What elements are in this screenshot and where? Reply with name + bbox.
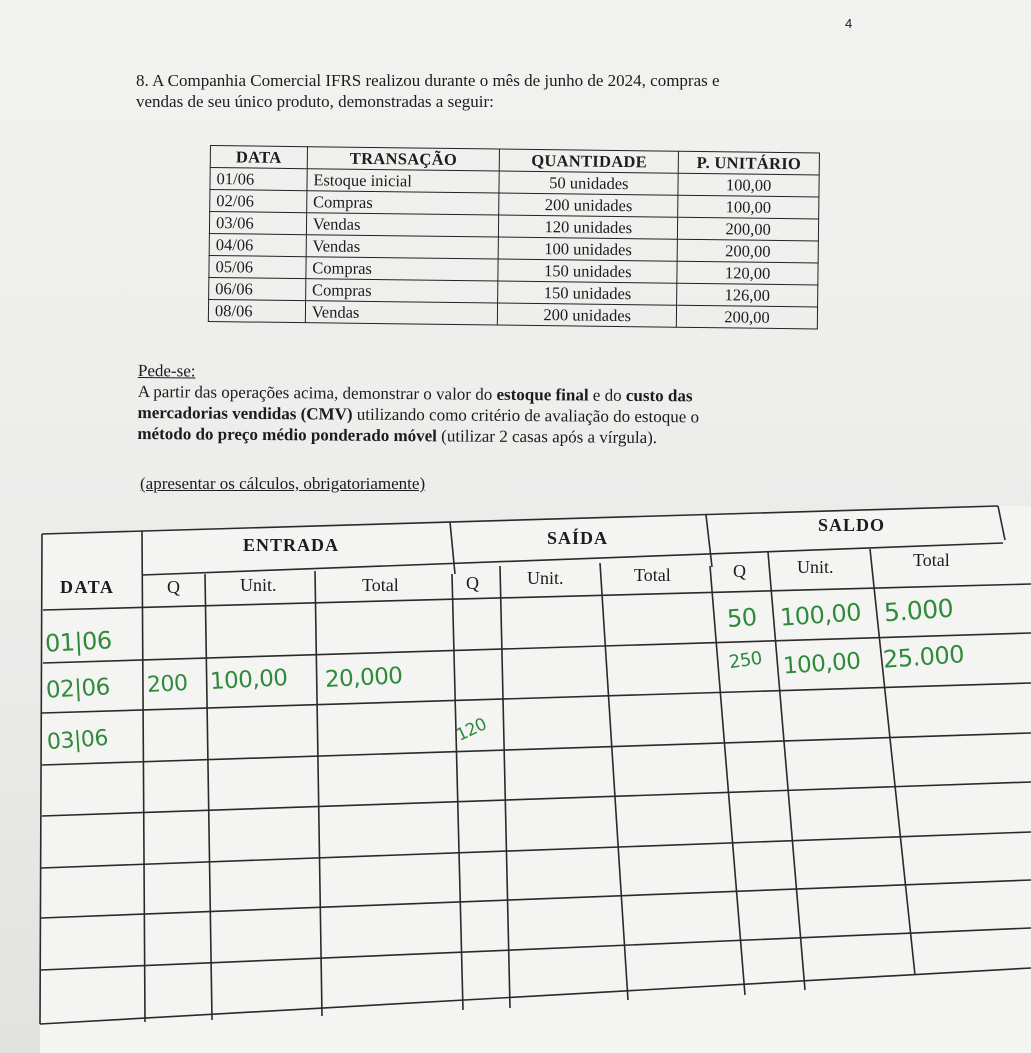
row2-entrada-total: 20,000 (324, 662, 404, 694)
cell-quantity: 150 unidades (498, 281, 677, 305)
page-number: 4 (845, 16, 853, 31)
cell-quantity: 120 unidades (499, 215, 678, 239)
cell-transaction: Compras (305, 279, 498, 303)
data-column-header: DATA (60, 577, 115, 597)
row3-saida-q: 120 (453, 714, 490, 746)
cell-date: 05/06 (209, 255, 306, 278)
saldo-header: SALDO (818, 515, 886, 535)
cell-unit-price: 200,00 (677, 239, 818, 263)
cell-transaction: Compras (306, 191, 499, 215)
row1-saldo-q: 50 (726, 603, 758, 633)
cell-quantity: 50 unidades (499, 171, 678, 195)
header-data: DATA (210, 146, 307, 169)
instructions-text: e do (588, 385, 626, 405)
entrada-q-header: Q (167, 577, 180, 597)
question-line-2: vendas de seu único produto, demonstradas a seguir: (136, 92, 494, 111)
cell-unit-price: 120,00 (677, 261, 818, 285)
cell-unit-price: 126,00 (677, 283, 818, 307)
row1-date: 01|06 (44, 626, 113, 658)
cell-transaction: Vendas (306, 213, 499, 237)
cell-transaction: Vendas (305, 301, 498, 325)
question-line-1-text: A Companhia Comercial IFRS realizou durante o mês de junho de 2024, compras e (152, 71, 720, 90)
entrada-total-header: Total (362, 575, 399, 595)
entrada-header: ENTRADA (243, 535, 340, 555)
row3-date: 03|06 (46, 725, 109, 756)
saldo-q-header: Q (733, 561, 746, 581)
row2-saldo-total: 25.000 (882, 640, 965, 674)
cell-unit-price: 200,00 (678, 217, 819, 241)
instructions-emphasis: mercadorias vendidas (CMV) (137, 402, 353, 424)
cell-date: 08/06 (208, 299, 305, 322)
instructions-emphasis: método do preço médio ponderado móvel (137, 423, 438, 446)
cell-date: 06/06 (209, 277, 306, 300)
saldo-total-header: Total (913, 550, 950, 570)
cell-date: 02/06 (210, 190, 307, 213)
instructions-emphasis: custo das (625, 385, 693, 406)
row1-saldo-unit: 100,00 (779, 598, 862, 632)
saldo-unit-header: Unit. (797, 557, 834, 577)
row2-entrada-unit: 100,00 (209, 664, 289, 696)
cell-quantity: 200 unidades (499, 193, 678, 217)
cell-transaction: Estoque inicial (307, 169, 500, 193)
question-number: 8. (136, 71, 149, 90)
row2-entrada-q: 200 (146, 670, 189, 699)
row2-saldo-unit: 100,00 (782, 648, 862, 680)
header-p-unitario: P. UNITÁRIO (678, 151, 819, 175)
cell-unit-price: 100,00 (678, 173, 819, 197)
header-quantidade: QUANTIDADE (500, 149, 679, 173)
cell-unit-price: 200,00 (676, 305, 817, 329)
cell-quantity: 100 unidades (499, 237, 678, 261)
calculation-note: (apresentar os cálculos, obrigatoriamente) (140, 474, 426, 493)
instructions-text: (utilizar 2 casas após a vírgula). (436, 426, 658, 448)
saida-q-header: Q (466, 573, 479, 593)
row1-saldo-total: 5.000 (883, 593, 955, 628)
row2-date: 02|06 (45, 674, 111, 704)
saida-header: SAÍDA (547, 528, 609, 548)
instructions-label: Pede-se: (137, 360, 196, 381)
cell-date: 01/06 (210, 168, 307, 191)
instructions-emphasis: estoque final (496, 384, 589, 405)
cell-quantity: 150 unidades (498, 259, 677, 283)
cell-transaction: Vendas (306, 235, 499, 259)
saida-unit-header: Unit. (527, 568, 564, 588)
instructions-text: A partir das operações acima, demonstrar o valor do (137, 381, 497, 404)
cell-unit-price: 100,00 (678, 195, 819, 219)
instructions-text: utilizando como critério de avaliação do estoque o (352, 404, 700, 427)
saida-total-header: Total (634, 565, 671, 585)
cell-quantity: 200 unidades (498, 303, 677, 327)
entrada-unit-header: Unit. (240, 575, 277, 595)
cell-date: 04/06 (209, 233, 306, 256)
header-transacao: TRANSAÇÃO (307, 147, 500, 171)
row2-saldo-q: 250 (727, 647, 764, 674)
cell-transaction: Compras (306, 257, 499, 281)
cell-date: 03/06 (209, 212, 306, 235)
